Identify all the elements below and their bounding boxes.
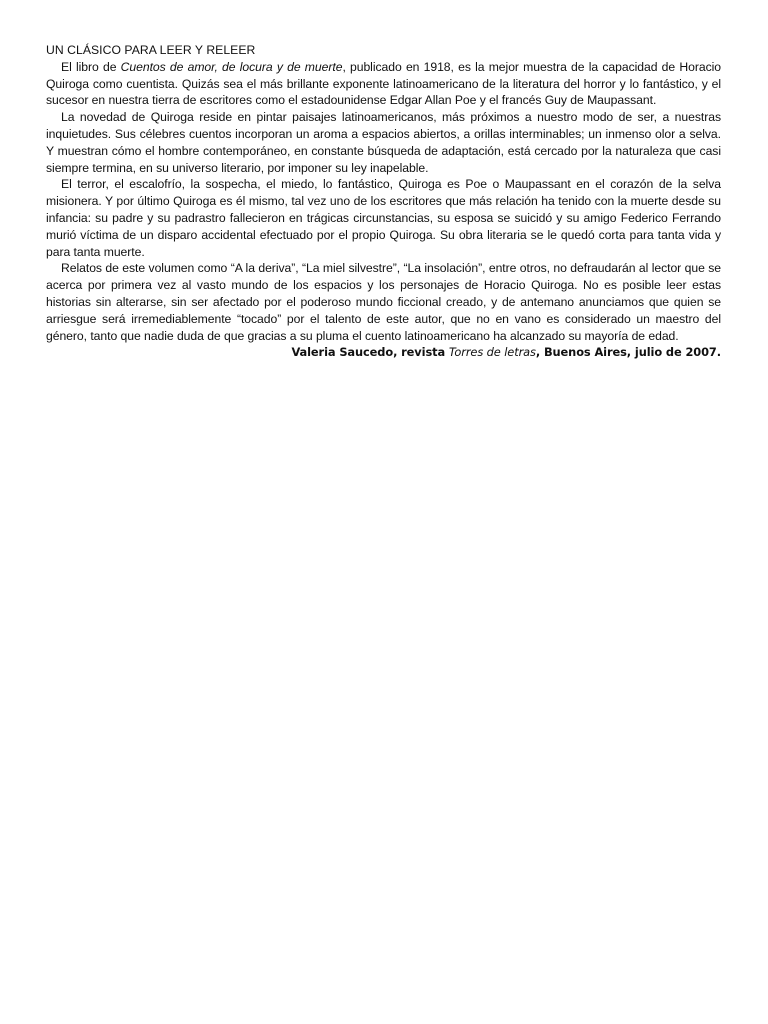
signature-author: Valeria Saucedo, revista [291, 345, 449, 360]
paragraph-3: El terror, el escalofrío, la sospecha, el miedo, lo fantástico, Quiroga es Poe o Maupassant en el corazón de la selva misionera. Y por último Quiroga es él mismo, tal vez uno de los escritores que más relación ha tenido con la muerte desde su infancia: su padre y su padrastro fallecieron en trágicas circunstancias, su esposa se suicidó y su amigo Federico Ferrando murió víctima de un disparo accidental efectuado por el propio Quiroga. Su obra literaria se le quedó corta para tanta vida y para tanta muerte. [46, 177, 721, 259]
document-page [46, 42, 721, 361]
signature [46, 344, 721, 361]
document-heading: UN CLÁSICO PARA LEER Y RELEER [46, 43, 256, 57]
signature-place-date: , Buenos Aires, julio de 2007. [535, 345, 721, 360]
paragraph-1-body: , publicado en 1918, es la mejor muestra de la capacidad de Horacio Quiroga como cuentista. Quizás sea el más brillante exponente latinoamericano de la literatura del horror y lo fantástico, y el sucesor en nuestra tierra de escritores como el estadounidense Edgar Allan Poe y el francés Guy de Maupassant. [46, 59, 721, 108]
paragraph-4: Relatos de este volumen como “A la deriva”, “La miel silvestre”, “La insolación”, entre otros, no defraudarán al lector que se acerca por primera vez al vasto mundo de los espacios y los personajes de Horacio Quiroga. No es posible leer estas historias sin alterarse, sin ser afectado por el poderoso mundo ficcional creado, y de antemano anunciamos que quien se arriesgue será irremediablemente “tocado” por el talento de este autor, que no en vano es considerado un maestro del género, tanto que nadie duda de que gracias a su pluma el cuento latinoamericano ha alcanzado su mayoría de edad. [46, 261, 721, 343]
signature-publication: Torres de letras [448, 345, 536, 360]
paragraph-2: La novedad de Quiroga reside en pintar paisajes latinoamericanos, más próximos a nuestro modo de ser, a nuestras inquietudes. Sus célebres cuentos incorporan un aroma a espacios abiertos, a orillas interminables; un inmenso olor a selva. Y muestran cómo el hombre contemporáneo, en constante búsqueda de adaptación, está cercado por la naturaleza que casi siempre termina, en su universo literario, por imponer su ley inapelable. [46, 110, 721, 175]
book-title: Cuentos de amor, de locura y de muerte [120, 59, 343, 74]
paragraph-1 [46, 59, 721, 109]
paragraph-1-lead: El libro de [61, 59, 121, 74]
